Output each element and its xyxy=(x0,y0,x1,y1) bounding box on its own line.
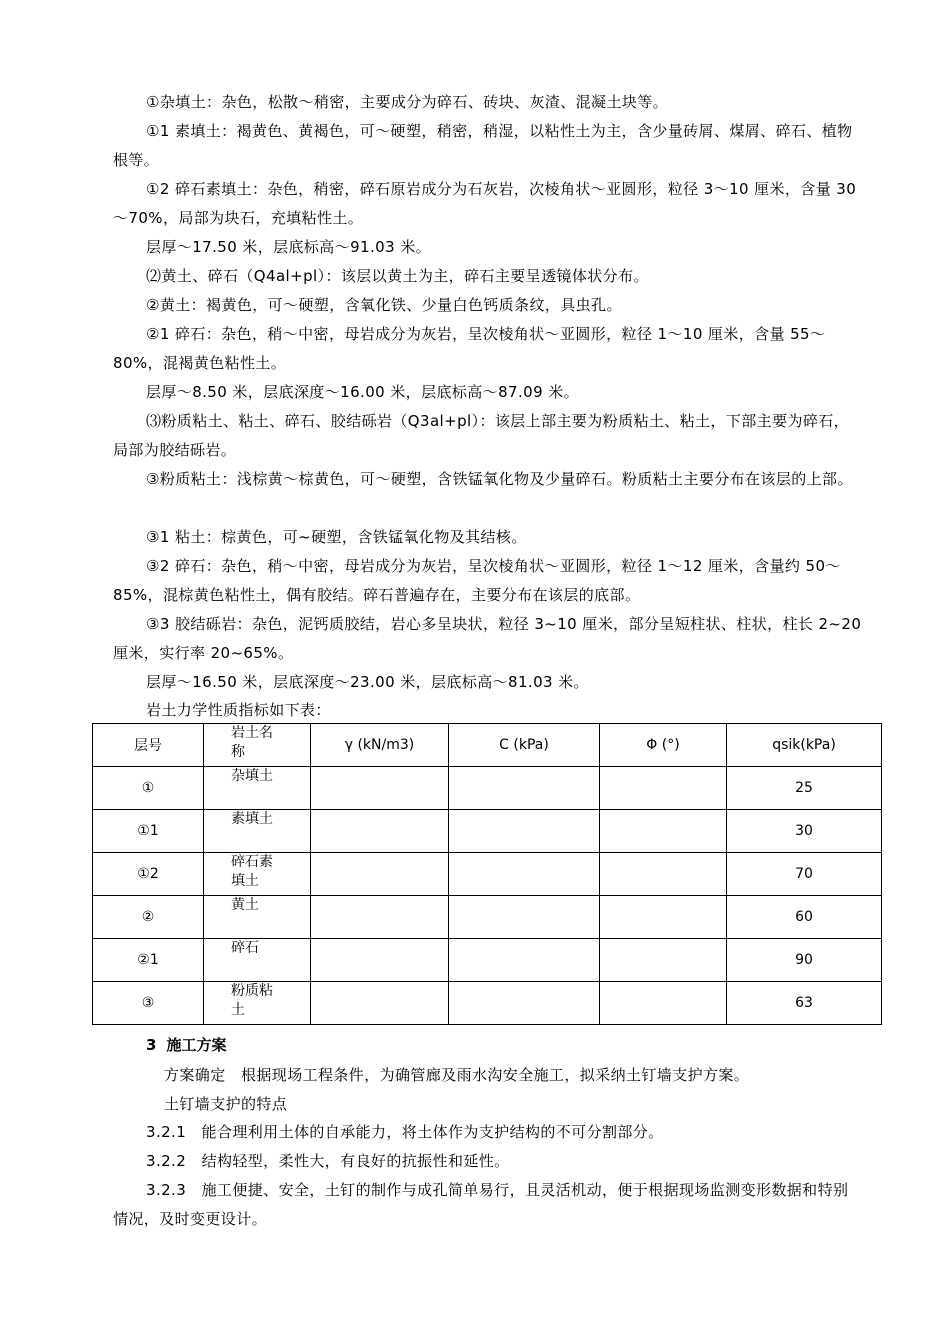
paragraph-loess: ②黄土：褐黄色，可～硬塑，含氧化铁、少量白色钙质条纹，具虫孔。 xyxy=(146,296,622,314)
cell-unit-weight xyxy=(311,896,449,939)
table-row xyxy=(93,896,882,939)
cell-layer-no: ② xyxy=(93,896,204,939)
cell-qsik: 90 xyxy=(727,939,882,982)
header-soil-name: 岩土名称 xyxy=(204,724,311,767)
cell-friction-angle xyxy=(600,853,727,896)
paragraph-features-title: 土钉墙支护的特点 xyxy=(164,1095,288,1113)
paragraph-gravel-3-2: ③2 碎石：杂色，稍～中密，母岩成分为灰岩，呈次棱角状～亚圆形，粒径 1～12 厘米，含量约 50～85%，混棕黄色粘性土，偶有胶结。碎石普遍存在，主要分布在该层的底部。 xyxy=(113,557,841,604)
table-row xyxy=(93,939,882,982)
section-number: 3 xyxy=(146,1036,157,1054)
cell-layer-no: ③ xyxy=(93,982,204,1025)
paragraph-fill-soil: ①杂填土：杂色，松散～稍密，主要成分为碎石、砖块、灰渣、混凝土块等。 xyxy=(146,93,669,111)
cell-qsik: 60 xyxy=(727,896,882,939)
paragraph-clay-3-1: ③1 粘土：棕黄色，可~硬塑，含铁锰氧化物及其结核。 xyxy=(146,528,527,546)
cell-cohesion xyxy=(449,810,600,853)
cell-qsik: 30 xyxy=(727,810,882,853)
soil-properties-table xyxy=(92,723,882,1025)
table-header-row xyxy=(93,724,882,767)
paragraph-layer3-intro: ⑶粉质粘土、粘土、碎石、胶结砾岩（Q3al+pl）：该层上部主要为粉质粘土、粘土，下部主要为碎石，局部为胶结砾岩。 xyxy=(113,412,850,459)
paragraph-layer3-thickness: 层厚～16.50 米，层底深度～23.00 米，层底标高～81.03 米。 xyxy=(146,673,589,691)
cell-friction-angle xyxy=(600,767,727,810)
paragraph-silty-clay: ③粉质粘土：浅棕黄～棕黄色，可～硬塑，含铁锰氧化物及少量碎石。粉质粘土主要分布在该层的上部。 xyxy=(146,470,853,488)
paragraph-layer2-intro: ⑵黄土、碎石（Q4al+pl）：该层以黄土为主，碎石主要呈透镜体状分布。 xyxy=(146,267,649,285)
cell-layer-no: ① xyxy=(93,767,204,810)
cell-cohesion xyxy=(449,982,600,1025)
cell-layer-no: ②1 xyxy=(93,939,204,982)
cell-layer-no: ①2 xyxy=(93,853,204,896)
header-qsik: qsik(kPa) xyxy=(727,724,882,767)
paragraph-plan: 方案确定 根据现场工程条件，为确管廊及雨水沟安全施工，拟采纳土钉墙支护方案。 xyxy=(164,1066,750,1084)
cell-qsik: 25 xyxy=(727,767,882,810)
cell-unit-weight xyxy=(311,853,449,896)
paragraph-layer2-thickness: 层厚～8.50 米，层底深度～16.00 米，层底标高～87.09 米。 xyxy=(146,383,579,401)
cell-soil-name: 素填土 xyxy=(204,810,311,853)
feature-item-3-2-1: 3.2.1 能合理利用土体的自承能力，将土体作为支护结构的不可分割部分。 xyxy=(146,1123,664,1141)
paragraph-table-intro: 岩土力学性质指标如下表： xyxy=(146,701,331,719)
paragraph-plain-fill: ①1 素填土：褐黄色、黄褐色，可～硬塑，稍密，稍湿，以粘性土为主，含少量砖屑、煤屑、碎石、植物根等。 xyxy=(113,122,853,169)
feature-item-3-2-3: 3.2.3 施工便捷、安全，土钉的制作与成孔简单易行，且灵活机动，便于根据现场监测变形数据和特别情况，及时变更设计。 xyxy=(113,1181,849,1228)
cell-unit-weight xyxy=(311,810,449,853)
header-layer-no: 层号 xyxy=(93,724,204,767)
cell-unit-weight xyxy=(311,767,449,810)
cell-qsik: 70 xyxy=(727,853,882,896)
cell-unit-weight xyxy=(311,939,449,982)
section-title: 施工方案 xyxy=(166,1036,227,1054)
paragraph-gravel-fill: ①2 碎石素填土：杂色，稍密，碎石原岩成分为石灰岩，次棱角状～亚圆形，粒径 3～10 厘米，含量 30～70%，局部为块石，充填粘性土。 xyxy=(113,180,857,227)
header-friction-angle: Φ (°) xyxy=(600,724,727,767)
header-unit-weight: γ (kN/m3) xyxy=(311,724,449,767)
cell-friction-angle xyxy=(600,939,727,982)
cell-soil-name: 黄土 xyxy=(204,896,311,939)
table-row xyxy=(93,982,882,1025)
cell-soil-name: 杂填土 xyxy=(204,767,311,810)
cell-soil-name: 碎石 xyxy=(204,939,311,982)
table-row xyxy=(93,767,882,810)
header-cohesion: C (kPa) xyxy=(449,724,600,767)
cell-soil-name: 碎石素填土 xyxy=(204,853,311,896)
section-heading xyxy=(146,1034,236,1056)
cell-soil-name: 粉质粘土 xyxy=(204,982,311,1025)
cell-qsik: 63 xyxy=(727,982,882,1025)
cell-cohesion xyxy=(449,939,600,982)
table-row xyxy=(93,810,882,853)
feature-item-3-2-2: 3.2.2 结构轻型，柔性大，有良好的抗振性和延性。 xyxy=(146,1152,510,1170)
cell-cohesion xyxy=(449,767,600,810)
paragraph-conglomerate-3-3: ③3 胶结砾岩：杂色，泥钙质胶结，岩心多呈块状，粒径 3~10 厘米，部分呈短柱状、柱状，柱长 2~20 厘米，实行率 20~65%。 xyxy=(113,615,862,662)
cell-friction-angle xyxy=(600,896,727,939)
cell-layer-no: ①1 xyxy=(93,810,204,853)
cell-cohesion xyxy=(449,896,600,939)
cell-unit-weight xyxy=(311,982,449,1025)
cell-friction-angle xyxy=(600,810,727,853)
paragraph-layer1-thickness: 层厚～17.50 米，层底标高～91.03 米。 xyxy=(146,238,432,256)
cell-cohesion xyxy=(449,853,600,896)
cell-friction-angle xyxy=(600,982,727,1025)
paragraph-gravel-2-1: ②1 碎石：杂色，稍～中密，母岩成分为灰岩，呈次棱角状～亚圆形，粒径 1～10 厘米，含量 55～80%，混褐黄色粘性土。 xyxy=(113,325,826,372)
table-row xyxy=(93,853,882,896)
